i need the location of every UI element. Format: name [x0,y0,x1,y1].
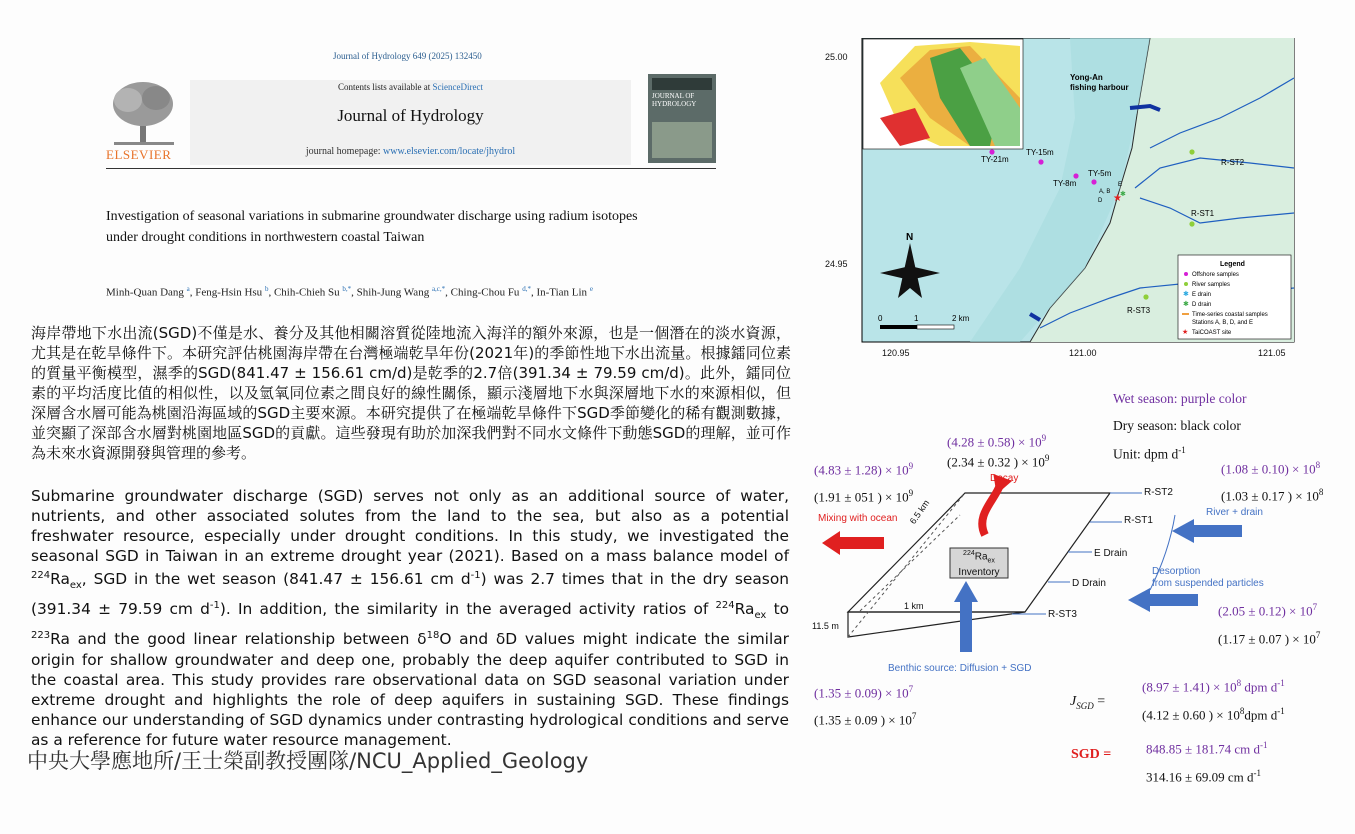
desorption-wet-value [1218,602,1317,619]
jsgd-wet-value [1142,678,1285,695]
author-name[interactable]: Feng-Hsin Hsu [195,286,263,299]
station-label: R-ST2 [1144,487,1173,498]
lon-label: 120.95 [882,348,910,358]
value-text: 848.85 ± 181.74 cm d [1146,741,1261,757]
abstract-text: Submarine groundwater discharge (SGD) serves not only as an additional source of water, nutrients, and other associated solutes from the land to the sea, but also as a potential freshwater resource, especially under drought conditions. In this study, we investigated the seasonal SGD in Taiwan in an extreme drought year (2021). Based on a mass balance model of [31,487,789,565]
abstract-text: ). In addition, the similarity in the averaged activity ratios of [219,600,716,619]
dimension-label: 6.5 km [907,498,932,526]
offshore-point [1091,179,1096,184]
box-inventory: Inventory [958,567,1000,579]
offshore-label: TY-8m [1053,179,1077,188]
svg-text:★: ★ [1182,329,1189,336]
legend-title: Legend [1220,261,1245,268]
offshore-label: TY-15m [1026,148,1054,157]
legend-item: Time-series coastal samples [1192,312,1268,318]
author-name[interactable]: Chih-Chieh Su [273,286,340,299]
jsgd-sub: SGD [1076,700,1094,711]
mixing-dry-value [814,488,913,505]
value-unit: dpm d [1244,707,1278,723]
legend-unit [1113,445,1186,463]
value-exponent: 8 [1315,460,1321,470]
author-name[interactable]: In-Tian Lin [536,286,588,299]
legend-wet: Wet season: purple color [1113,391,1247,406]
value-text: (1.35 ± 0.09 ) × 10 [814,712,912,728]
contents-line [190,82,631,92]
abstract-english: Submarine groundwater discharge (SGD) serves not only as an additional source of water, nutrients, and other associated solutes from the land to the sea, but also as a potential freshwater resource, especially under drought conditions. In this study, we investigated the seasonal SGD in Taiwan in an extreme drought year (2021). Based on a mass balance model of $^{224}Ra_{ex}$, SGD in the wet season (841.47 ± 156.61 cm $d^{-1}$) was 2.7 times that in the dry season (391.34 ± 79.59 cm $d^{-1}$). In addition, the similarity in the averaged activity ratios of $^{224}Ra_{ex}$ to $^{223}$Ra and the good linear relationship between $\delta^{18}O$ and δD values might indicate the similar origin for shallow groundwater and deep one, probably the deep aquifer contributed to SGD in the coastal area. This study provides rare observational data on SGD seasonal variation under extreme drought and highlights the role of deep aquifers in sustaining SGD. These findings enhance our understanding of SGD dynamics under contrasting hydrological conditions and serve as a reference for future water resource management. [31,487,790,749]
sgd-label: SGD = [1071,747,1112,762]
offshore-label: TY-21m [981,155,1009,164]
offshore-point [1038,159,1043,164]
river-label: R-ST2 [1221,158,1245,167]
ra-inventory-label [950,548,1008,579]
lon-label: 121.00 [1069,348,1097,358]
author-affiliation: b,* [342,285,352,293]
journal-cover-image [648,74,716,163]
sgd-wet-value [1146,740,1268,757]
harbour-label: Yong-An [1070,73,1103,82]
legend-dry: Dry season: black color [1113,418,1241,433]
benthic-label: Benthic source: Diffusion + SGD [888,663,1032,674]
station-label: D Drain [1072,578,1106,589]
svg-text:✱: ✱ [1183,291,1189,298]
journal-citation: Journal of Hydrology 649 (2025) 132450 [333,51,482,61]
homepage-link[interactable]: www.elsevier.com/locate/jhydrol [383,146,516,157]
legend-item: River samples [1192,282,1231,288]
value-exponent: 9 [1041,433,1047,443]
author-affiliation: a [186,285,190,293]
river-point [1189,221,1194,226]
decay-dry-value [947,453,1049,470]
value-exponent: 8 [1236,678,1242,688]
elsevier-wordmark: ELSEVIER [106,147,172,162]
legend-item: Offshore samples [1192,272,1239,278]
station-label: D [1098,198,1103,204]
header-divider [106,168,716,169]
author-name[interactable]: Shih-Jung Wang [356,286,430,299]
river-label: R-ST1 [1191,209,1215,218]
scale-label: 2 km [952,314,970,323]
station-label: E Drain [1094,548,1128,559]
box-subscript: ex [987,557,995,565]
desorption-dry-value [1218,630,1320,647]
desorption-label: Desorption [1152,566,1201,577]
mixing-label: Mixing with ocean [818,513,898,524]
mass-balance-diagram [800,385,1355,785]
taicoast-star: ★ [1113,193,1122,204]
author-affiliation: a,c,* [431,285,446,293]
abstract-text: ) was 2.7 times that in the dry season (391.34 ± 79.59 cm d [31,570,789,619]
value-text: (4.83 ± 1.28) × 10 [814,462,909,478]
river-wet-value [1221,460,1320,477]
value-text: (1.91 ± 051 ) × 10 [814,489,909,505]
author-list: Minh-Quan Dang $^a$, Feng-Hsin Hsu $^b$, Chih-Chieh Su $^{b,*}$, Shih-Jung Wang $^{a,c,*}$, Ching-Chou Fu $^{d,*}$, In-Tian Lin $^e$ [106,285,593,299]
legend-unit-text: Unit: dpm d [1113,446,1179,462]
decay-label: Decay [990,473,1019,484]
offshore-label: TY-5m [1088,169,1112,178]
cover-title: JOURNAL OF HYDROLOGY [652,92,697,108]
value-text: 314.16 ± 69.09 cm d [1146,769,1254,785]
author-affiliation: d,* [522,285,531,293]
benthic-dry-value [814,711,916,728]
jsgd-dry-value [1142,706,1285,723]
decay-wet-value [947,433,1046,450]
value-exponent: 9 [908,488,914,498]
abstract-text: O and δD values might indicate the similar origin for shallow groundwater and deep one, probably the deep aquifer contributed to SGD in the coastal area. This study provides rare observational data on SGD seasonal variation under extreme drought and highlights the role of deep aquifers in sustaining SGD. These findings enhance our understanding of SGD dynamics under contrasting hydrological conditions and serve as a reference for future water resource management. [31,630,789,749]
abstract-text: to [766,600,790,619]
station-label: R-ST3 [1048,609,1077,620]
river-label: River + drain [1206,507,1263,518]
homepage-prefix: journal homepage: [305,146,384,157]
journal-header-band [190,80,631,165]
jsgd-label [1070,694,1105,711]
study-area-map [820,38,1298,360]
unit-exponent: -1 [1178,445,1186,455]
river-point [1143,294,1148,299]
value-text: (1.08 ± 0.10) × 10 [1221,461,1316,477]
sgd-dry-value [1146,768,1261,785]
abstract-text: , SGD in the wet season (841.47 ± 156.61 cm d [81,570,471,589]
footer-credit: 中央大學應地所/王士榮副教授團隊/NCU_Applied_Geology [27,749,589,773]
value-unit: dpm d [1241,679,1278,695]
value-exponent: 7 [1312,602,1318,612]
author-name[interactable]: Minh-Quan Dang [106,286,184,299]
value-exponent: 9 [908,461,914,471]
legend-item: D drain [1192,302,1212,308]
abstract-text: Ra and the good linear relationship between δ [50,630,427,649]
scale-label: 0 [878,314,883,323]
author-affiliation: b [264,285,269,293]
river-point [1189,149,1194,154]
value-exponent: 8 [1318,487,1324,497]
unit-exponent: -1 [1277,678,1285,688]
author-name[interactable]: Ching-Chou Fu [450,286,520,299]
legend-item: E drain [1192,292,1212,298]
mixing-wet-value [814,461,913,478]
author-affiliation: e [589,285,593,293]
paper-title: Investigation of seasonal variations in submarine groundwater discharge using radium isotopes under drought conditions in northwestern coastal Taiwan [106,209,638,245]
unit-exponent: -1 [1253,768,1262,778]
river-dry-value [1221,487,1323,504]
sciencedirect-link[interactable]: ScienceDirect [432,82,483,92]
jsgd-j: J [1070,694,1077,709]
station-label: E [1118,182,1123,188]
dimension-label: 11.5 m [812,621,839,631]
d-drain-star: ✱ [1120,191,1126,198]
value-exponent: 9 [1044,453,1050,463]
value-exponent: 7 [908,684,914,694]
contents-prefix: Contents lists available at [338,82,433,92]
value-exponent: 7 [1315,630,1321,640]
desorption-label: from suspended particles [1152,578,1264,589]
abstract-chinese: 海岸帶地下水出流(SGD)不僅是水、養分及其他相關溶質從陸地流入海洋的額外來源，也是一個潛在的淡水資源，尤其是在乾旱條件下。本研究評估桃園海岸帶在台灣極端乾旱年份(2021年)的季節性地下水出流量。根據鐳同位素的質量平衡模型，濕季的SGD(841.47 ± 156.61 cm/d)是乾季的2.7倍(391.34 ± 79.59 cm/d)。此外，鐳同位素的平均活度比值的相似性，以及氫氧同位素之間良好的線性關係，顯示淺層地下水與深層地下水的來源相似，但深層含水層可能為桃園沿海區域的SGD主要來源。本研究提供了在極端乾旱條件下SGD季節變化的稀有觀測數據，並突顯了深部含水層對桃園地區SGD的貢獻。這些發現有助於加深我們對不同水文條件下動態SGD的理解，並可作為未來水資源開發與管理的參考。 [31,324,791,462]
value-text: (2.05 ± 0.12) × 10 [1218,603,1313,619]
jsgd-equals: = [1097,694,1106,709]
value-text: (2.34 ± 0.32 ) × 10 [947,454,1045,470]
legend-item: TaiCOAST site [1192,330,1232,336]
legend-item: Stations A, B, D, and E [1192,320,1254,326]
value-text: (4.28 ± 0.58) × 10 [947,434,1042,450]
offshore-point [1073,173,1078,178]
value-text: (1.35 ± 0.09) × 10 [814,685,909,701]
scale-label: 1 [914,314,919,323]
value-text: (8.97 ± 1.41) × 10 [1142,679,1237,695]
offshore-point [989,149,994,154]
benthic-wet-value [814,684,913,701]
dimension-label: 1 km [904,601,924,611]
station-label: R-ST1 [1124,515,1153,526]
box-superscript: 224 [963,550,975,557]
unit-exponent: -1 [1260,740,1268,750]
river-label: R-ST3 [1127,306,1151,315]
value-text: (4.12 ± 0.60 ) × 10 [1142,707,1240,723]
box-ra: Ra [974,551,988,563]
value-text: (1.17 ± 0.07 ) × 10 [1218,631,1316,647]
svg-text:✱: ✱ [1183,301,1189,308]
unit-exponent: -1 [1277,706,1285,716]
station-label: A, B [1099,189,1111,195]
lat-label: 24.95 [825,259,848,269]
journal-name: Journal of Hydrology [337,106,484,125]
value-text: (1.03 ± 0.17 ) × 10 [1221,488,1319,504]
value-exponent: 8 [1239,706,1245,716]
harbour-label: fishing harbour [1070,83,1129,92]
north-label: N [906,232,914,243]
value-exponent: 7 [911,711,917,721]
lat-label: 25.00 [825,52,848,62]
lon-label: 121.05 [1258,348,1286,358]
homepage-line [190,146,631,157]
